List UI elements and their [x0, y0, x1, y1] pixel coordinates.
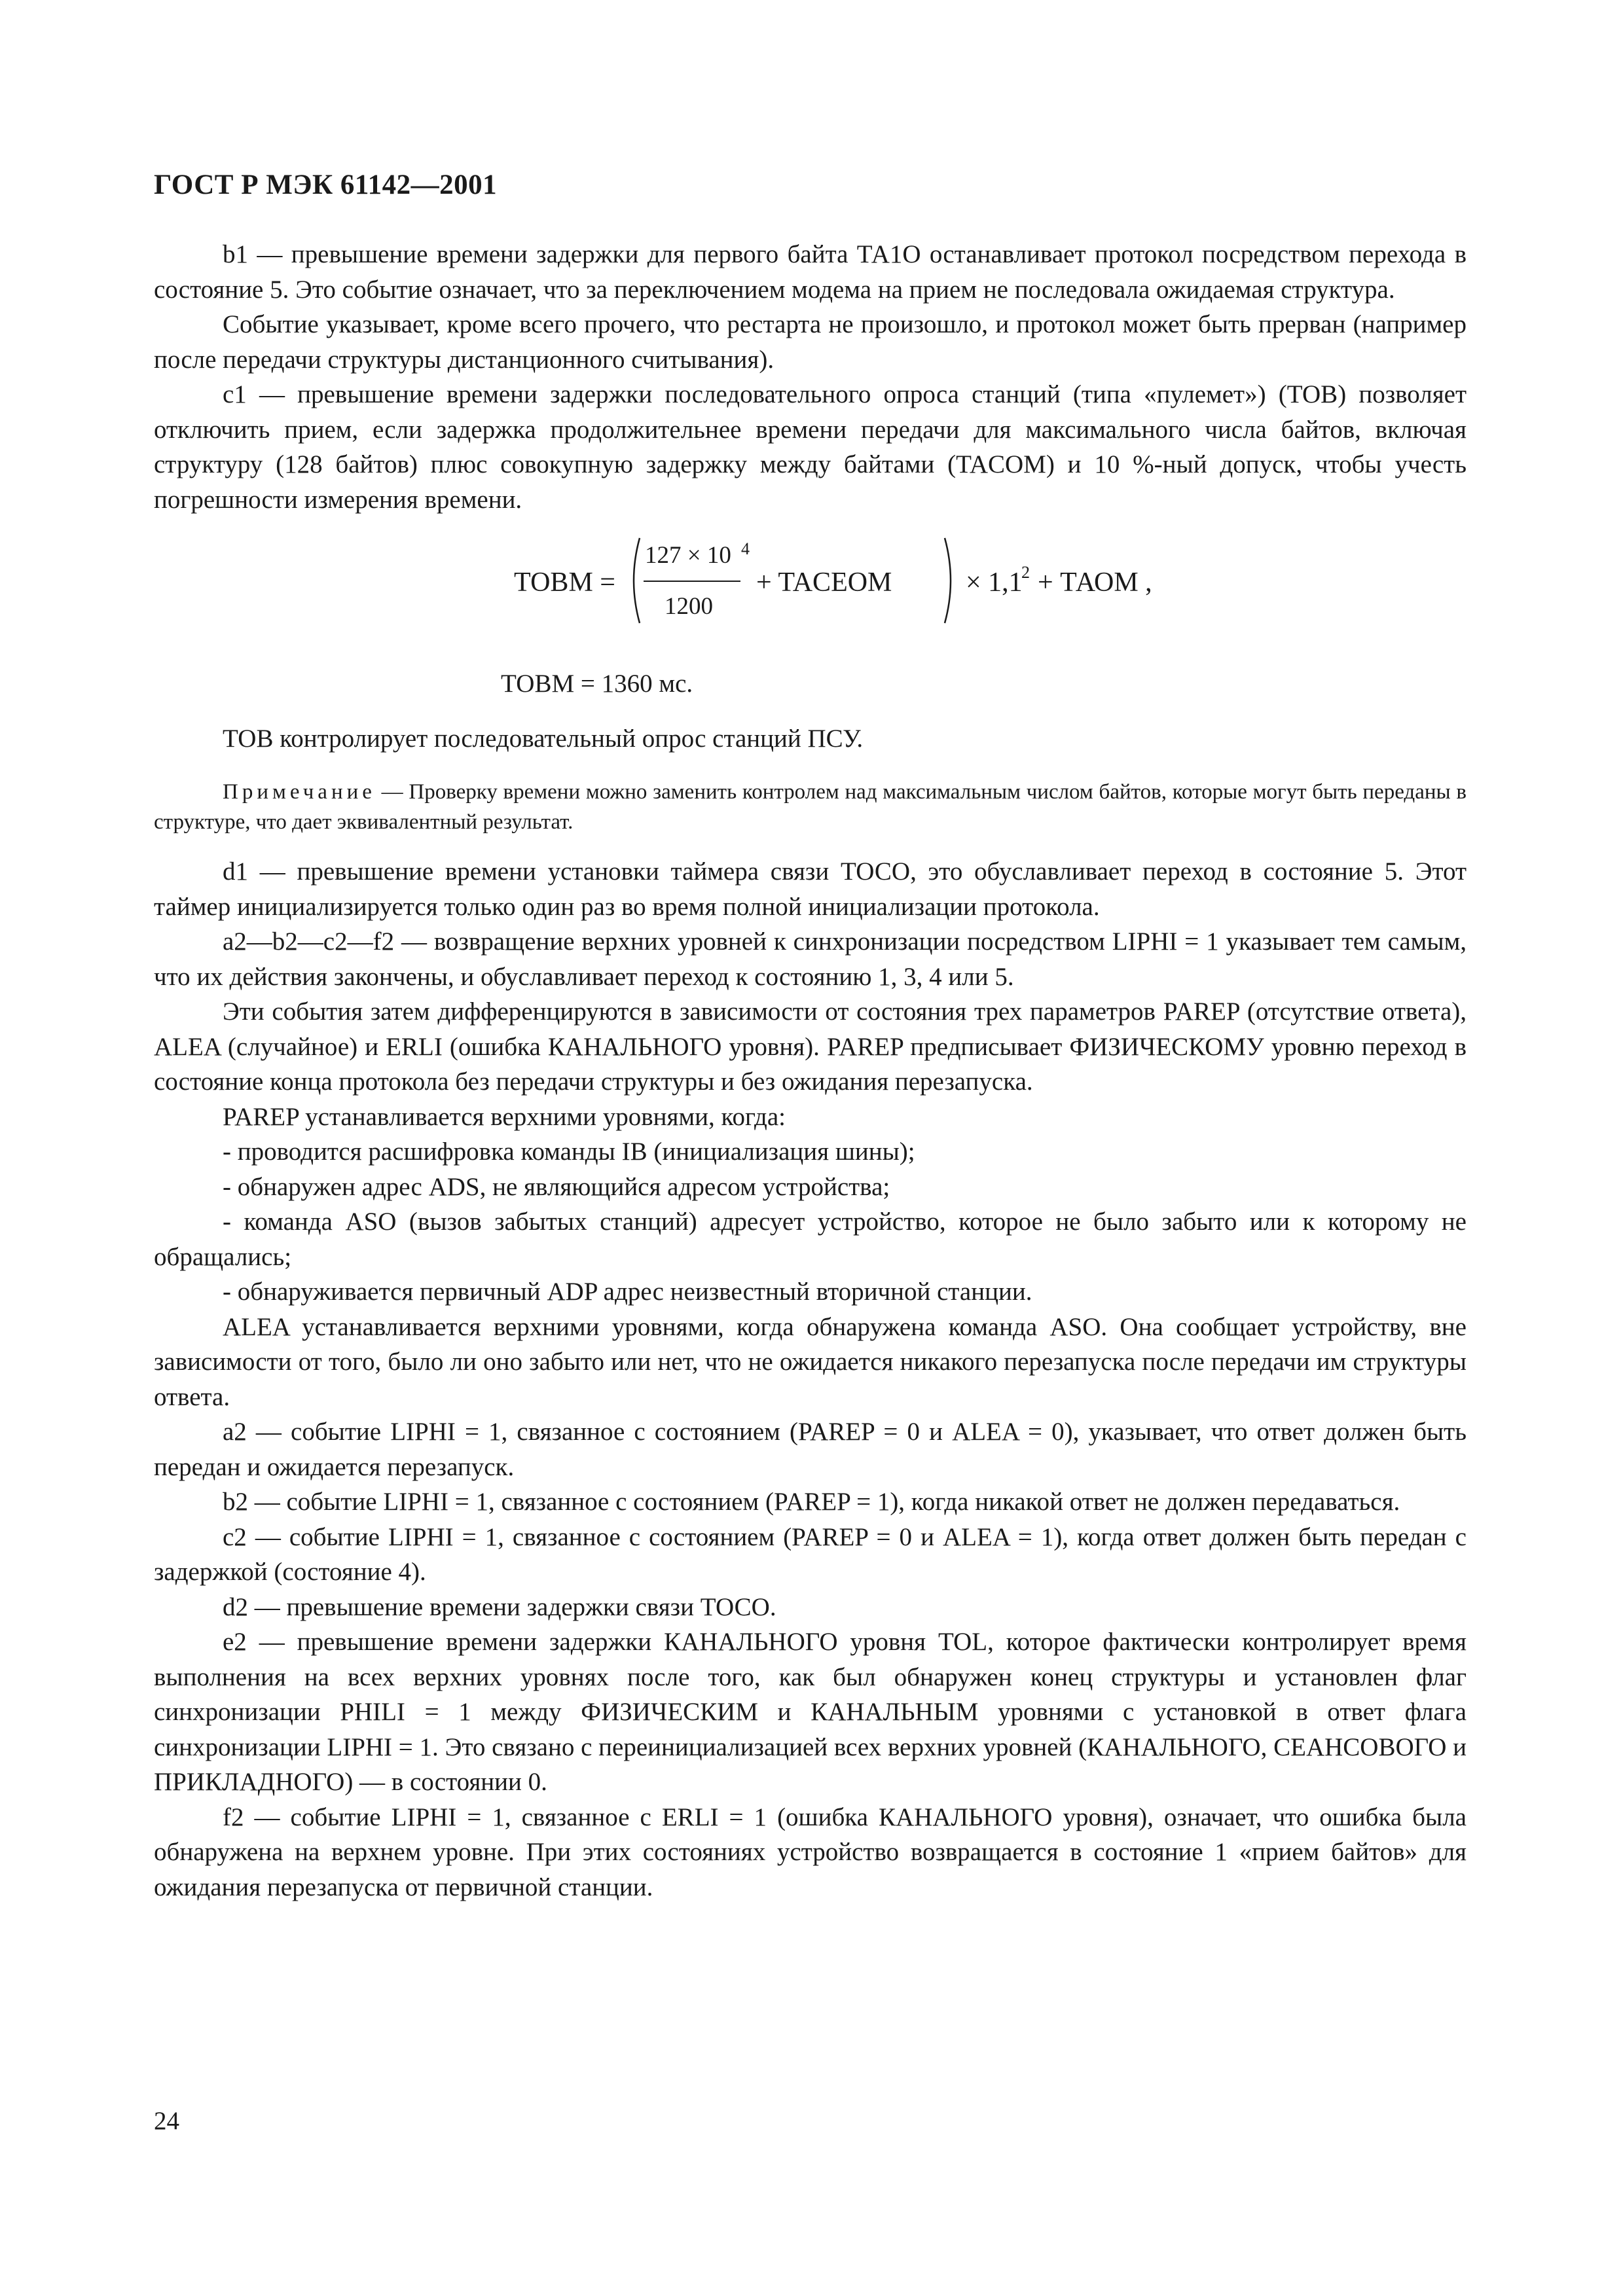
- paragraph-a2: a2 — событие LIPHI = 1, связанное с состоянием (PAREP = 0 и ALEA = 0), указывает, что ответ должен быть передан и ожидается перезапуск.: [154, 1418, 1467, 1481]
- document-body: [154, 237, 1467, 1905]
- paragraph-c1: c1 — превышение времени задержки последовательного опроса станций (типа «пулемет») (ТОВ) позволяет отключить прием, если задержка продолжительнее времени передачи для максимального числа байтов, включая структуру (128 байтов) плюс совокупную задержку между байтами (TACOM) и 10 %-ный допуск, чтобы учесть погрешности измерения времени.: [154, 380, 1467, 514]
- paragraph-b2: b2 — событие LIPHI = 1, связанное с состоянием (PAREP = 1), когда никакой ответ не должен передаваться.: [223, 1488, 1400, 1516]
- formula-numerator: 127 × 10: [645, 542, 731, 569]
- formula-middle: + TACEOM: [756, 567, 892, 598]
- page-number: 24: [154, 2107, 179, 2135]
- formula-denominator: 1200: [665, 593, 713, 620]
- paragraph-alea: ALEA устанавливается верхними уровнями, когда обнаружена команда ASO. Она сообщает устройству, вне зависимости от того, было ли оно забыто или нет, что не ожидается никакого перезапуска после передачи им структуры ответа.: [154, 1312, 1467, 1411]
- paragraph-parep: PAREP устанавливается верхними уровнями, когда:: [223, 1102, 786, 1131]
- list-item: - проводится расшифровка команды IB (инициализация шины);: [223, 1138, 915, 1166]
- list-item: - команда ASO (вызов забытых станций) адресует устройство, которое не было забыто или к которому не обращались;: [154, 1208, 1467, 1271]
- document-header: ГОСТ Р МЭК 61142—2001: [154, 170, 498, 200]
- paragraph-e2: e2 — превышение времени задержки КАНАЛЬНОГО уровня TOL, которое фактически контролирует время выполнения на всех верхних уровнях после того, как был обнаружен конец структуры и установлен флаг синхронизации PHILI = 1 между ФИЗИЧЕСКИМ и КАНАЛЬНЫМ уровнями с установкой в ответ флага синхронизации LIPHI = 1. Это связано с переинициализацией всех верхних уровней (КАНАЛЬНОГО, СЕАНСОВОГО и ПРИКЛАДНОГО) — в состоянии 0.: [154, 1628, 1467, 1796]
- formula-lhs: ТОВМ =: [514, 567, 615, 598]
- note-text: — Проверку времени можно заменить контролем над максимальным числом байтов, которые могут быть переданы в структуре, что дает эквивалентный результат.: [154, 780, 1467, 834]
- list-item: - обнаруживается первичный ADP адрес неизвестный вторичной станции.: [223, 1278, 1032, 1306]
- paragraph-tob: ТОВ контролирует последовательный опрос станций ПСУ.: [223, 724, 864, 753]
- formula-square: 2: [1021, 563, 1030, 582]
- paragraph-a2-f2: a2—b2—c2—f2 — возвращение верхних уровней к синхронизации посредством LIPHI = 1 указывает тем самым, что их действия закончены, и обуславливает переход к состоянию 1, 3, 4 или 5.: [154, 927, 1467, 991]
- paragraph-parameters: Эти события затем дифференцируются в зависимости от состояния трех параметров PAREP (отсутствие ответа), ALEA (случайное) и ERLI (ошибка КАНАЛЬНОГО уровня). PAREP предписывает ФИЗИЧЕСКОМУ уровню переход в состояние конца протокола без передачи структуры и без ожидания перезапуска.: [154, 997, 1467, 1096]
- formula-tovm: [154, 531, 1467, 630]
- paragraph-f2: f2 — событие LIPHI = 1, связанное с ERLI = 1 (ошибка КАНАЛЬНОГО уровня), означает, что ошибка была обнаружена на верхнем уровне. При этих состояниях устройство возвращается в состояние 1 «прием байтов» для ожидания перезапуска от первичной станции.: [154, 1803, 1467, 1901]
- formula-times: × 1,1: [966, 567, 1023, 598]
- paragraph-c2: c2 — событие LIPHI = 1, связанное с состоянием (PAREP = 0 и ALEA = 1), когда ответ должен быть передан с задержкой (состояние 4).: [154, 1522, 1467, 1586]
- formula-rhs: + ТАОМ ,: [1038, 567, 1152, 598]
- list-item: - обнаружен адрес ADS, не являющийся адресом устройства;: [223, 1172, 890, 1201]
- formula-exponent: 4: [741, 539, 750, 558]
- paragraph-d1: d1 — превышение времени установки таймера связи ТОСО, это обуславливает переход в состояние 5. Этот таймер инициализируется только один раз во время полной инициализации протокола.: [154, 857, 1467, 921]
- note: [154, 777, 1467, 837]
- paragraph-b1: b1 — превышение времени задержки для первого байта ТА1О останавливает протокол посредством перехода в состояние 5. Это событие означает, что за переключением модема на прием не последовала ожидаемая структура.: [154, 240, 1467, 304]
- paragraph-d2: d2 — превышение времени задержки связи ТОСО.: [223, 1592, 776, 1621]
- formula-result: ТОВМ = 1360 мс.: [501, 670, 693, 698]
- note-label: Примечание: [223, 780, 376, 804]
- paragraph-event: Событие указывает, кроме всего прочего, что рестарта не произошло, и протокол может быть прерван (например после передачи структуры дистанционного считывания).: [154, 310, 1467, 374]
